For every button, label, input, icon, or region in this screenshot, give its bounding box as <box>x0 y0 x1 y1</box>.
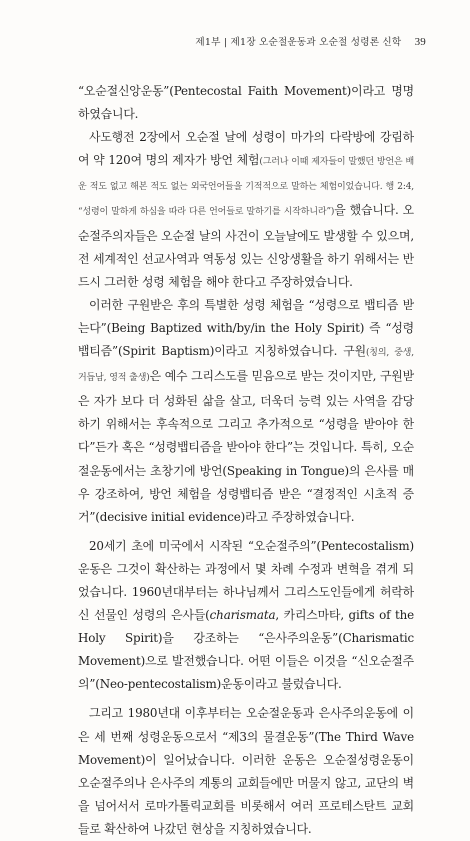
inline-note: (칭의, 중생, 거듭남, 영적 출생) <box>78 348 415 384</box>
text-run: 이러한 구원받은 후의 특별한 성령 체험을 “성령으로 뱁티즘 받는다”(Being Baptized with/by/in the Holy Spirit) 즉 “성령뱁티즘”(Spirit Baptism)이라고 지칭하였습니다. 구원 <box>78 297 414 359</box>
text-run: 은 예수 그리스도를 믿음으로 받는 것이지만, 구원받은 자가 보다 더 성화된 삶을 살고, 더욱더 능력 있는 사역을 감당하기 위해서는 후속적으로 그리고 추가적으로 “성령을 받아야 한다”든가 혹은 “성령뱁티즘을 받아야 한다”는 것입니다. 특히, 오순절운동에서는 초창기에 방언(Speaking in Tongue)의 은사를 매우 강조하여, 방언 체험을 성령뱁티즘 받은 “결정적인 시초적 증거”(decisive initial evidence)라고 주장하였습니다. <box>78 369 414 524</box>
italic-term: charismata <box>209 608 276 623</box>
paragraph-5 <box>78 702 414 841</box>
body-text <box>78 80 414 841</box>
running-header <box>0 34 426 48</box>
paragraph-4 <box>78 535 414 697</box>
text-run: 그리고 1980년대 이후부터는 오순절운동과 은사주의운동에 이은 세 번째 성령운동으로서 “제3의 물결운동”(The Third Wave Movement)이 일어났습니다. 이러한 운동은 오순절성령운동이 오순절주의나 은사주의 계통의 교회들에만 머물지 않고, 교단의 벽을 넘어서서 로마가톨릭교회를 비롯해서 여러 프로테스탄트 교회들로 확산하여 나갔던 현상을 지칭하였습니다. <box>78 706 414 836</box>
text-run: 을 했습니다. 오순절주의자들은 오순절 날의 사건이 오늘날에도 발생할 수 있으며, 전 세계적인 선교사역과 역동성 있는 신앙생활을 하기 위해서는 반드시 그러한 성령 체험을 해야 한다고 주장하였습니다. <box>78 203 414 289</box>
paragraph-3 <box>78 294 414 529</box>
text-run: 20세기 초에 미국에서 시작된 “오순절주의”(Pentecostalism) 운동은 그것이 확산하는 과정에서 몇 차례 수정과 변혁을 겪게 되었습니다. 1960년대부터는 하나님께서 그리스도인들에게 허락하신 선물인 성령의 은사들( <box>78 538 414 623</box>
page-number: 39 <box>414 36 426 48</box>
text-run: 사도행전 2장에서 오순절 날에 성령이 마가의 다락방에 강림하여 약 120여 명의 제자가 방언 체험 <box>78 130 414 168</box>
inline-note: (그러나 이때 제자들이 말했던 방언은 배운 적도 없고 해본 적도 없는 외국언어들을 기적적으로 말하는 체험이었습니다. 행 2:4, “성령이 말하게 하심을 따라 다른 언어들로 말하기를 시작하니라”) <box>78 157 414 218</box>
text-run: “오순절신앙운동”(Pentecostal Faith Movement)이라고 명명하였습니다. <box>78 84 414 122</box>
text-run: , 카리스마타, gifts of the Holy Spirit)을 강조하는 “은사주의운동”(Charismatic Movement)으로 발전했습니다. 어떤 이들은 이것을 “신오순절주의”(Neo-pentecostalism)운동이라고 불렀습니다. <box>78 608 414 692</box>
chapter-title: 제1부 | 제1장 오순절운동과 오순절 성령론 신학 <box>195 37 402 48</box>
paragraph-2 <box>78 126 414 294</box>
paragraph-1 <box>78 80 414 126</box>
